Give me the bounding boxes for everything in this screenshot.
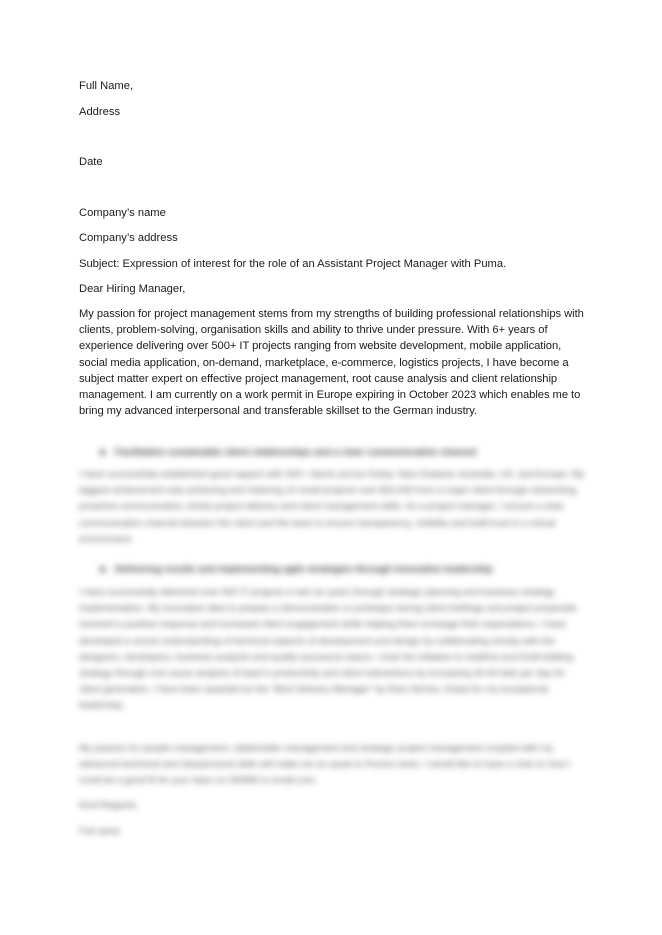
subject-line: Subject: Expression of interest for the role of an Assistant Project Manager with Puma.	[79, 258, 507, 270]
bullet-body-2: I have successfully delivered over 500 IT projects in last six years through strategic planning and business strategy implementation. My innovative idea to prepare a demonstration or prototype during client briefings and project proposals received a positive response and increased client engagement while helping them envisage their expectations. I have developed a sound understanding of technical aspects of development and design by collaborating closely with the designers, developers, business analysts and quality assurance teams. I took the initiative to redefine and Draft bidding strategy through root cause analysis of team's productivity and client interactions by increasing 30-40 bids per day for client generation. I have been awarded as the "Best Delivery Manager" by Rare Niches, Dubai for my exceptional leadership.	[79, 586, 577, 711]
bullet-heading-1-text: Facilitation sustainable client relationships and a clear communication channel	[115, 447, 477, 458]
greeting: Dear Hiring Manager,	[79, 283, 186, 295]
sender-full-name: Full Name,	[79, 80, 134, 92]
sender-address: Address	[79, 106, 121, 118]
letter-date: Date	[79, 156, 103, 168]
bullet-heading-2-text: Delivering results and implementing agile strategies through innovative leadership	[115, 564, 493, 575]
company-name: Company’s name	[79, 207, 166, 219]
bullet-dot-icon	[100, 567, 105, 572]
signature-name: Full name	[79, 825, 121, 836]
closing-paragraph: My passion for people management, stakeholder management and strategic project management coupled with my advanced technical and interpersonal skills will make me an asset to Puma's team. I would like to have a chat on how I could be a good fit for your team on DDMM or email.com.	[79, 742, 571, 786]
bullet-heading-2	[100, 563, 580, 577]
bullet-heading-1	[100, 446, 580, 460]
intro-paragraph: My passion for project management stems from my strengths of building professional relationships with clients, problem-solving, organisation skills and ability to thrive under pressure. With 6+ years of experience delivering over 500+ IT projects ranging from website development, mobile application, social media application, on-demand, marketplace, e-commerce, logistics projects, I have become a subject matter expert on effective project management, root cause analysis and client relationship management. I am currently on a work permit in Europe expiring in October 2023 which enables me to bring my advanced interpersonal and transferable skillset to the German industry.	[79, 308, 584, 418]
bullet-dot-icon	[100, 450, 105, 455]
company-address: Company’s address	[79, 232, 178, 244]
bullet-body-1: I have successfully established good rapport with 300+ clients across Dubai, New Zealand, Australia, US, and Europe. My biggest achievement was achieving and retaining 10 small projects over $20,000 from a major client through networking, proactive communication, timely project delivery and client management skills. As a project manager, I ensure a clear communication channel between the client and the team to ensure transparency, visibility and build trust in a virtual environment.	[79, 468, 585, 544]
sign-off: Kind Regards,	[79, 799, 139, 810]
